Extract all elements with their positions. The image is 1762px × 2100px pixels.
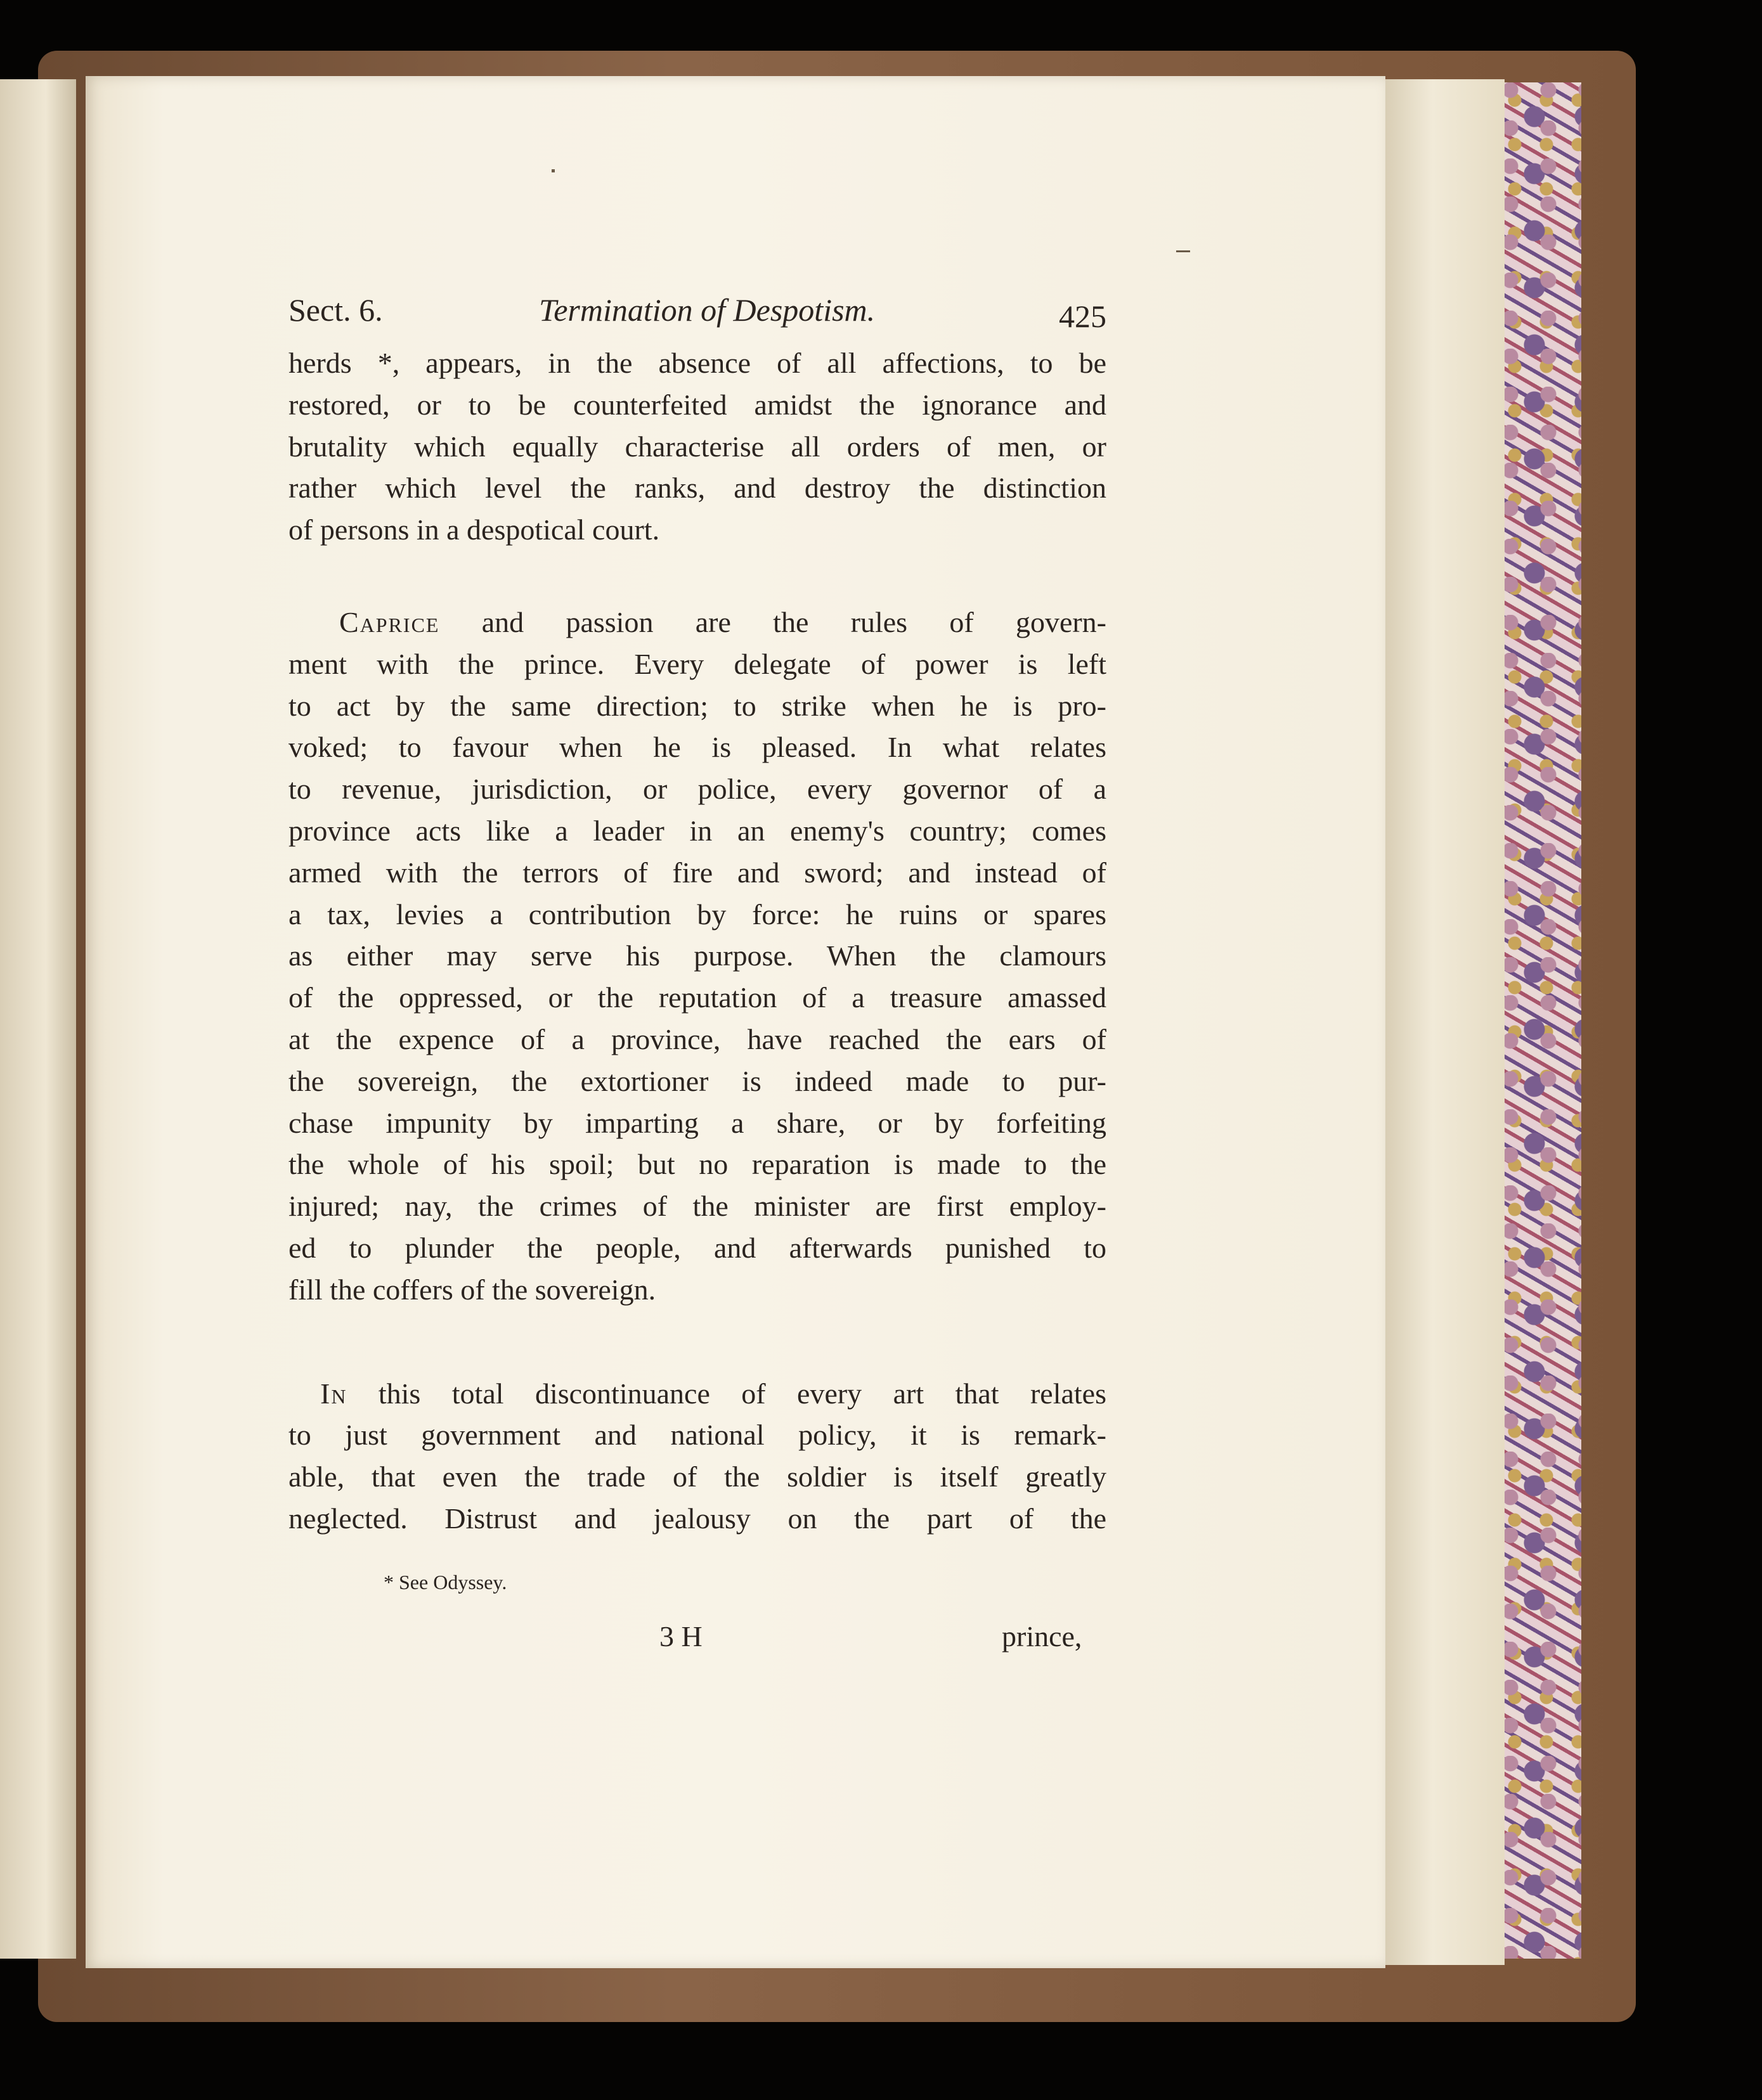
text-line: as either may serve his purpose. When the clamours [288,939,1106,972]
paragraph-gap [288,551,1106,602]
page-number: 425 [1059,299,1106,334]
text-line: ed to plunder the people, and afterwards punished to [288,1231,1106,1264]
text-line: province acts like a leader in an enemy's country; comes [288,814,1106,847]
running-title: Termination of Despotism. [539,292,876,328]
text-line [288,602,1106,643]
text-line: injured; nay, the crimes of the minister are first employ- [288,1190,1106,1223]
text-line: at the expence of a province, have reached the ears of [288,1022,1106,1055]
line-text: this total discontinuance of every art that relates [347,1377,1106,1410]
text-line: rather which level the ranks, and destroy the distinction [288,472,1106,505]
footnote: * See Odyssey. [384,1571,507,1594]
text-line: the whole of his spoil; but no reparation is made to the [288,1148,1106,1181]
signature-mark: 3 H [659,1620,703,1652]
margin-mark [1176,250,1190,252]
text-line: to act by the same direction; to strike when he is pro- [288,689,1106,722]
paragraph-2 [288,602,1106,1311]
text-line: restored, or to be counterfeited amidst the ignorance and [288,388,1106,421]
text-line: armed with the terrors of fire and sword; and instead of [288,856,1106,889]
ink-speck [552,169,555,172]
text-line: to just government and national policy, it is remark- [288,1419,1106,1452]
facing-page-edge [0,79,76,1959]
text-block [288,292,1106,1540]
text-line: voked; to favour when he is pleased. In what relates [288,731,1106,764]
text-line: of persons in a despotical court. [288,513,660,546]
text-line: brutality which equally characterise all orders of men, or [288,430,1106,463]
text-line: neglected. Distrust and jealousy on the part of the [288,1502,1106,1535]
section-label: Sect. 6. [288,292,383,328]
text-line: herds *, appears, in the absence of all affections, to be [288,347,1106,379]
running-head [288,292,1106,342]
paragraph-1 [288,342,1106,551]
text-line: able, that even the trade of the soldier is itself greatly [288,1460,1106,1493]
lead-word: In [320,1377,347,1410]
marbled-endpaper [1496,82,1581,1959]
lead-word: Caprice [339,605,440,638]
page-stack-edge [1382,79,1505,1965]
paragraph-gap [288,1311,1106,1373]
catchword: prince, [1002,1620,1082,1652]
text-line [288,1373,1106,1415]
line-text: and passion are the rules of govern- [439,605,1106,638]
text-line: a tax, levies a contribution by force: he ruins or spares [288,898,1106,931]
text-line: ment with the prince. Every delegate of power is left [288,647,1106,680]
text-line: the sovereign, the extortioner is indeed made to pur- [288,1064,1106,1097]
text-line: to revenue, jurisdiction, or police, every governor of a [288,773,1106,806]
text-line: fill the coffers of the sovereign. [288,1273,656,1306]
paragraph-3 [288,1373,1106,1540]
text-line: chase impunity by imparting a share, or by forfeiting [288,1106,1106,1139]
text-line: of the oppressed, or the reputation of a treasure amassed [288,981,1106,1014]
